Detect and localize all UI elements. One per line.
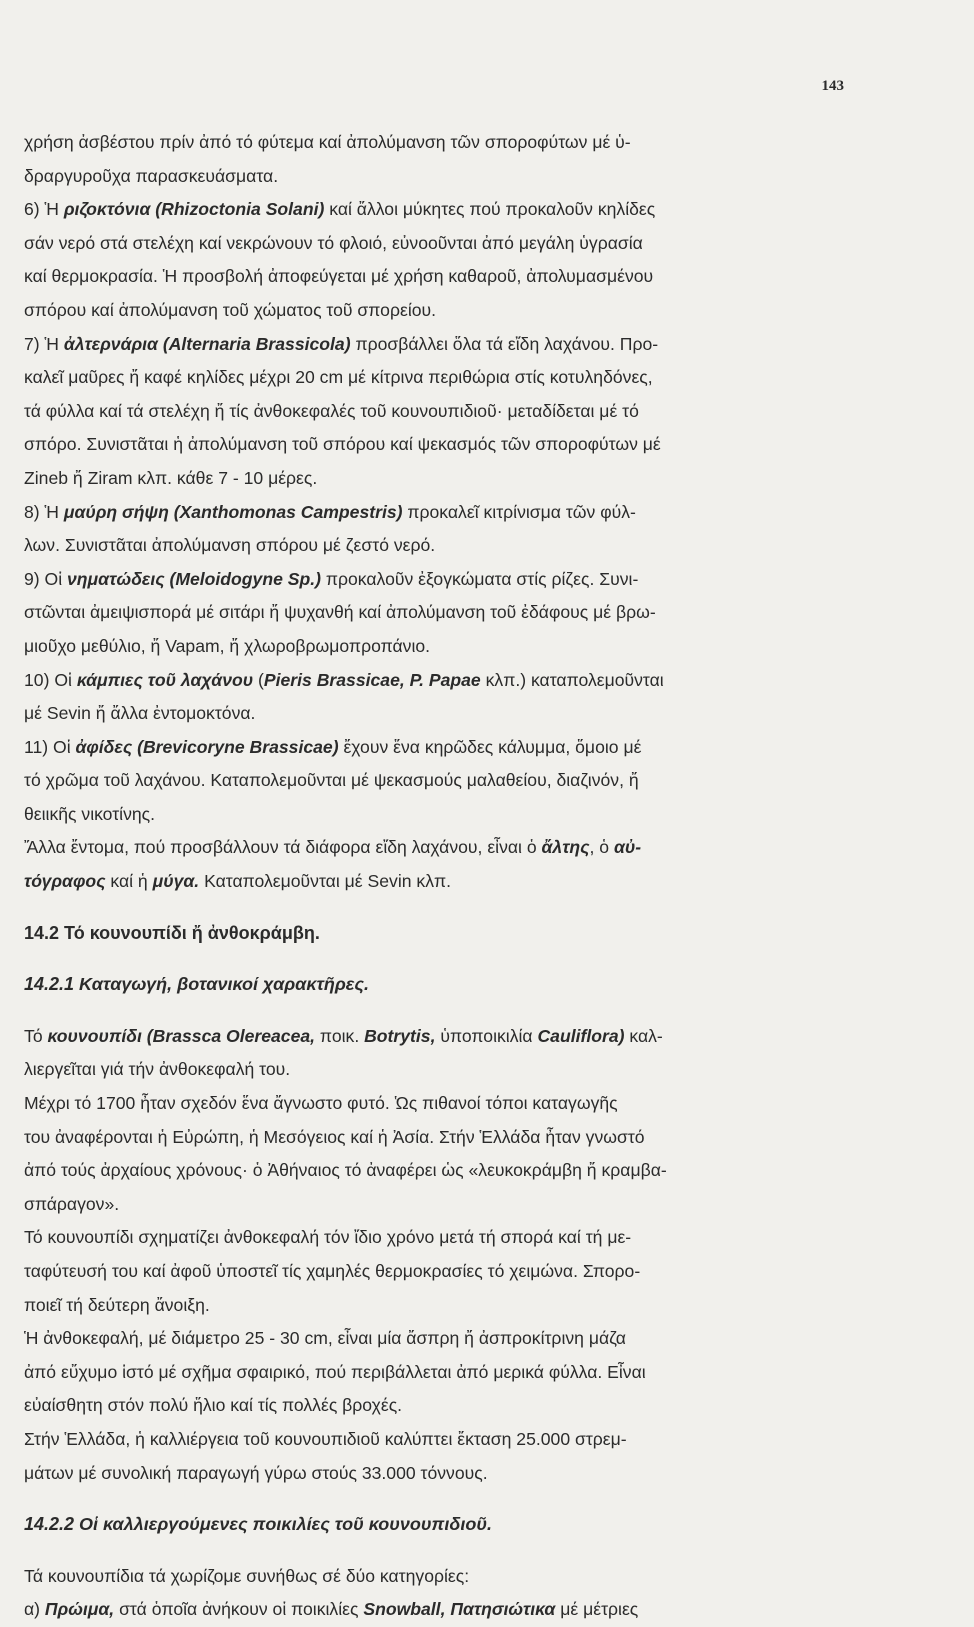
text-segment: 6) Ἡ xyxy=(24,199,64,220)
text-line xyxy=(24,328,854,362)
text-segment: ταφύτευσή του καί ἀφοῦ ὑποστεῖ τίς χαμηλές θερμοκρασίες τό χειμώνα. Σπορο- xyxy=(24,1261,641,1281)
emphasis-term: κάμπιες τοῦ λαχάνου xyxy=(76,669,254,690)
text-segment: ἀπό τούς ἀρχαίους χρόνους· ὁ Ἀθήναιος τό ἀναφέρει ὡς «λευκοκράμβη ἤ κραμβα- xyxy=(24,1160,667,1181)
section-heading: 14.2 Τό κουνουπίδι ἤ ἀνθοκράμβη. xyxy=(24,922,320,943)
text-segment: καί θερμοκρασία. Ἡ προσβολή ἀποφεύγεται μέ χρήση καθαροῦ, ἀπολυμασμένου xyxy=(24,266,654,287)
spacer xyxy=(24,1542,854,1560)
text-segment: ( xyxy=(253,669,264,690)
text-line xyxy=(24,1289,854,1323)
emphasis-term: Pieris Brassicae, P. Papae xyxy=(263,669,481,690)
text-line xyxy=(24,1053,854,1087)
text-line xyxy=(24,1188,854,1222)
text-segment: δραργυροῦχα παρασκευάσματα. xyxy=(24,165,279,186)
text-segment: Τά κουνουπίδια τά χωρίζομε συνήθως σέ δύο κατηγορίες: xyxy=(24,1565,470,1586)
text-line xyxy=(24,831,854,865)
text-segment: ὑποποικιλία xyxy=(435,1025,538,1046)
text-segment: μέ Sevin ἤ ἄλλα ἐντομοκτόνα. xyxy=(24,703,256,724)
text-segment: 11) Οἱ xyxy=(24,736,76,757)
text-line xyxy=(24,1322,854,1356)
text-segment: μιοῦχο μεθύλιο, ἤ Vapam, ἤ χλωροβρωμοπροπάνιο. xyxy=(24,635,431,656)
text-segment: ἀπό εὔχυμο ἱστό μέ σχῆμα σφαιρικό, πού περιβάλλεται ἀπό μερικά φύλλα. Εἶναι xyxy=(24,1361,646,1382)
emphasis-term: Πρώιμα, xyxy=(44,1599,115,1620)
text-line xyxy=(24,1255,854,1289)
text-segment: χρήση ἀσβέστου πρίν ἀπό τό φύτεμα καί ἀπολύμανση τῶν σποροφύτων μέ ὑ- xyxy=(24,132,631,152)
text-line xyxy=(24,361,854,395)
emphasis-term: Snowball, Πατησιώτικα xyxy=(363,1599,556,1620)
text-segment: τά φύλλα καί τά στελέχη ἤ τίς ἀνθοκεφαλές τοῦ κουνουπιδιοῦ· μεταδίδεται μέ τό xyxy=(24,400,639,421)
text-segment: σπόρο. Συνιστᾶται ἡ ἀπολύμανση τοῦ σπόρου καί ψεκασμός τῶν σποροφύτων μέ xyxy=(24,434,661,455)
text-segment: Zineb ἤ Ziram κλπ. κάθε 7 - 10 μέρες. xyxy=(24,467,318,488)
text-segment: μάτων μέ συνολική παραγωγή γύρω στούς 33.000 τόννους. xyxy=(24,1462,488,1483)
text-segment: προσβάλλει ὅλα τά εἴδη λαχάνου. Προ- xyxy=(350,333,659,354)
text-line xyxy=(24,697,854,731)
text-segment: Καταπολεμοῦνται μέ Sevin κλπ. xyxy=(199,871,452,892)
emphasis-term: ἀλτερνάρια (Alternaria Brassicola) xyxy=(63,333,351,354)
text-line xyxy=(24,1087,854,1121)
text-segment: στά ὁποῖα ἀνήκουν οἱ ποικιλίες xyxy=(114,1599,364,1620)
text-segment: καλεῖ μαῦρες ἤ καφέ κηλίδες μέχρι 20 cm μέ κίτρινα περιθώρια στίς κοτυληδόνες, xyxy=(24,367,653,388)
text-segment: σπάραγον». xyxy=(24,1193,120,1214)
spacer xyxy=(24,1490,854,1508)
text-line xyxy=(24,227,854,261)
text-line xyxy=(24,193,854,227)
text-segment: προκαλεῖ κιτρίνισμα τῶν φύλ- xyxy=(402,501,636,522)
text-line xyxy=(24,596,854,630)
text-line xyxy=(24,1457,854,1491)
text-line xyxy=(24,1121,854,1155)
text-segment: , ὁ xyxy=(589,837,614,858)
text-line xyxy=(24,1154,854,1188)
text-segment: σάν νερό στά στελέχη καί νεκρώνουν τό φλοιό, εὐνοοῦνται ἀπό μεγάλη ὑγρασία xyxy=(24,232,643,253)
text-segment: του ἀναφέρονται ἡ Εὐρώπη, ἡ Μεσόγειος καί ἡ Ἀσία. Στήν Ἑλλάδα ἦταν γνωστό xyxy=(24,1126,645,1147)
emphasis-term: Cauliflora) xyxy=(537,1025,625,1046)
text-line xyxy=(24,731,854,765)
text-segment: α) xyxy=(24,1599,45,1620)
text-line xyxy=(24,1593,854,1627)
text-segment: 8) Ἡ xyxy=(24,501,64,522)
text-line xyxy=(24,395,854,429)
text-line xyxy=(24,1423,854,1457)
text-segment: προκαλοῦν ἐξογκώματα στίς ρίζες. Συνι- xyxy=(320,568,639,589)
text-line xyxy=(24,294,854,328)
emphasis-term: αὐ- xyxy=(613,837,642,858)
text-segment: λιεργεῖται γιά τήν ἀνθοκεφαλή του. xyxy=(24,1059,291,1080)
emphasis-term: ἀφίδες (Brevicoryne Brassicae) xyxy=(75,736,339,757)
text-line xyxy=(24,126,854,160)
text-line xyxy=(24,764,854,798)
text-line xyxy=(24,428,854,462)
text-segment: καί ἄλλοι μύκητες πού προκαλοῦν κηλίδες xyxy=(324,199,656,220)
text-segment: μέ μέτριες xyxy=(555,1599,639,1620)
text-segment: σπόρου καί ἀπολύμανση τοῦ χώματος τοῦ σπορείου. xyxy=(24,299,437,320)
text-line xyxy=(24,496,854,530)
text-line xyxy=(24,1221,854,1255)
text-line xyxy=(24,529,854,563)
text-segment: κλπ.) καταπολεμοῦνται xyxy=(480,669,664,690)
emphasis-term: μαύρη σήψη (Xanthomonas Campestris) xyxy=(63,501,403,522)
text-line xyxy=(24,1356,854,1390)
text-segment: Στήν Ἑλλάδα, ἡ καλλιέργεια τοῦ κουνουπιδιοῦ καλύπτει ἔκταση 25.000 στρεμ- xyxy=(24,1428,627,1449)
text-line xyxy=(24,630,854,664)
text-segment: ποικ. xyxy=(315,1025,365,1046)
page-body xyxy=(24,126,854,1627)
text-segment: εὐαίσθητη στόν πολύ ἥλιο καί τίς πολλές βροχές. xyxy=(24,1395,403,1416)
text-segment: καλ- xyxy=(624,1025,663,1046)
text-segment: Ἄλλα ἔντομα, πού προσβάλλουν τά διάφορα εἴδη λαχάνου, εἶναι ὁ xyxy=(24,837,542,858)
text-segment: Μέχρι τό 1700 ἦταν σχεδόν ἕνα ἄγνωστο φυτό. Ὡς πιθανοί τόποι καταγωγῆς xyxy=(24,1093,618,1114)
text-line xyxy=(24,865,854,899)
text-line xyxy=(24,664,854,698)
text-segment: 10) Οἱ xyxy=(24,669,77,690)
text-segment: Τό xyxy=(24,1025,48,1046)
emphasis-term: τόγραφος xyxy=(24,871,106,892)
text-segment: ἔχουν ἕνα κηρῶδες κάλυμμα, ὅμοιο μέ xyxy=(338,736,642,757)
text-segment: καί ἡ xyxy=(105,871,153,892)
spacer xyxy=(24,1002,854,1020)
text-segment: Τό κουνουπίδι σχηματίζει ἀνθοκεφαλή τόν ἴδιο χρόνο μετά τή σπορά καί τή με- xyxy=(24,1227,632,1248)
text-segment: ποιεῖ τή δεύτερη ἄνοιξη. xyxy=(24,1294,210,1315)
text-segment: 9) Οἱ xyxy=(24,568,68,589)
text-line xyxy=(24,563,854,597)
text-line xyxy=(24,462,854,496)
text-line xyxy=(24,798,854,832)
emphasis-term: νηματώδεις (Meloidogyne Sp.) xyxy=(67,568,321,589)
section-heading: 14.2.1 Καταγωγή, βοτανικοί χαρακτῆρες. xyxy=(24,974,369,995)
text-line xyxy=(24,1020,854,1054)
text-segment: στῶνται ἀμειψισπορά μέ σιτάρι ἤ ψυχανθή καί ἀπολύμανση τοῦ ἐδάφους μέ βρω- xyxy=(24,602,656,623)
emphasis-term: ριζοκτόνια (Rhizoctonia Solani) xyxy=(63,199,325,220)
spacer xyxy=(24,899,854,917)
emphasis-term: κουνουπίδι (Brassca Olereacea, xyxy=(47,1025,316,1046)
text-line xyxy=(24,1560,854,1594)
text-segment: 7) Ἡ xyxy=(24,333,64,354)
text-segment: λων. Συνιστᾶται ἀπολύμανση σπόρου μέ ζεστό νερό. xyxy=(24,535,436,556)
spacer xyxy=(24,950,854,968)
section-heading: 14.2.2 Οἱ καλλιεργούμενες ποικιλίες τοῦ κουνουπιδιοῦ. xyxy=(24,1514,492,1535)
emphasis-term: μύγα. xyxy=(152,871,200,892)
text-segment: θειικῆς νικοτίνης. xyxy=(24,803,156,824)
text-line xyxy=(24,160,854,194)
page-number: 143 xyxy=(821,78,844,94)
text-segment: Ἡ ἀνθοκεφαλή, μέ διάμετρο 25 - 30 cm, εἶναι μία ἄσπρη ἤ ἀσπροκίτρινη μάζα xyxy=(24,1328,626,1349)
text-segment: τό χρῶμα τοῦ λαχάνου. Καταπολεμοῦνται μέ ψεκασμούς μαλαθείου, διαζινόν, ἤ xyxy=(24,770,639,791)
text-line xyxy=(24,1389,854,1423)
emphasis-term: Botrytis, xyxy=(364,1025,436,1046)
text-line xyxy=(24,260,854,294)
emphasis-term: ἄλτης xyxy=(541,837,590,858)
